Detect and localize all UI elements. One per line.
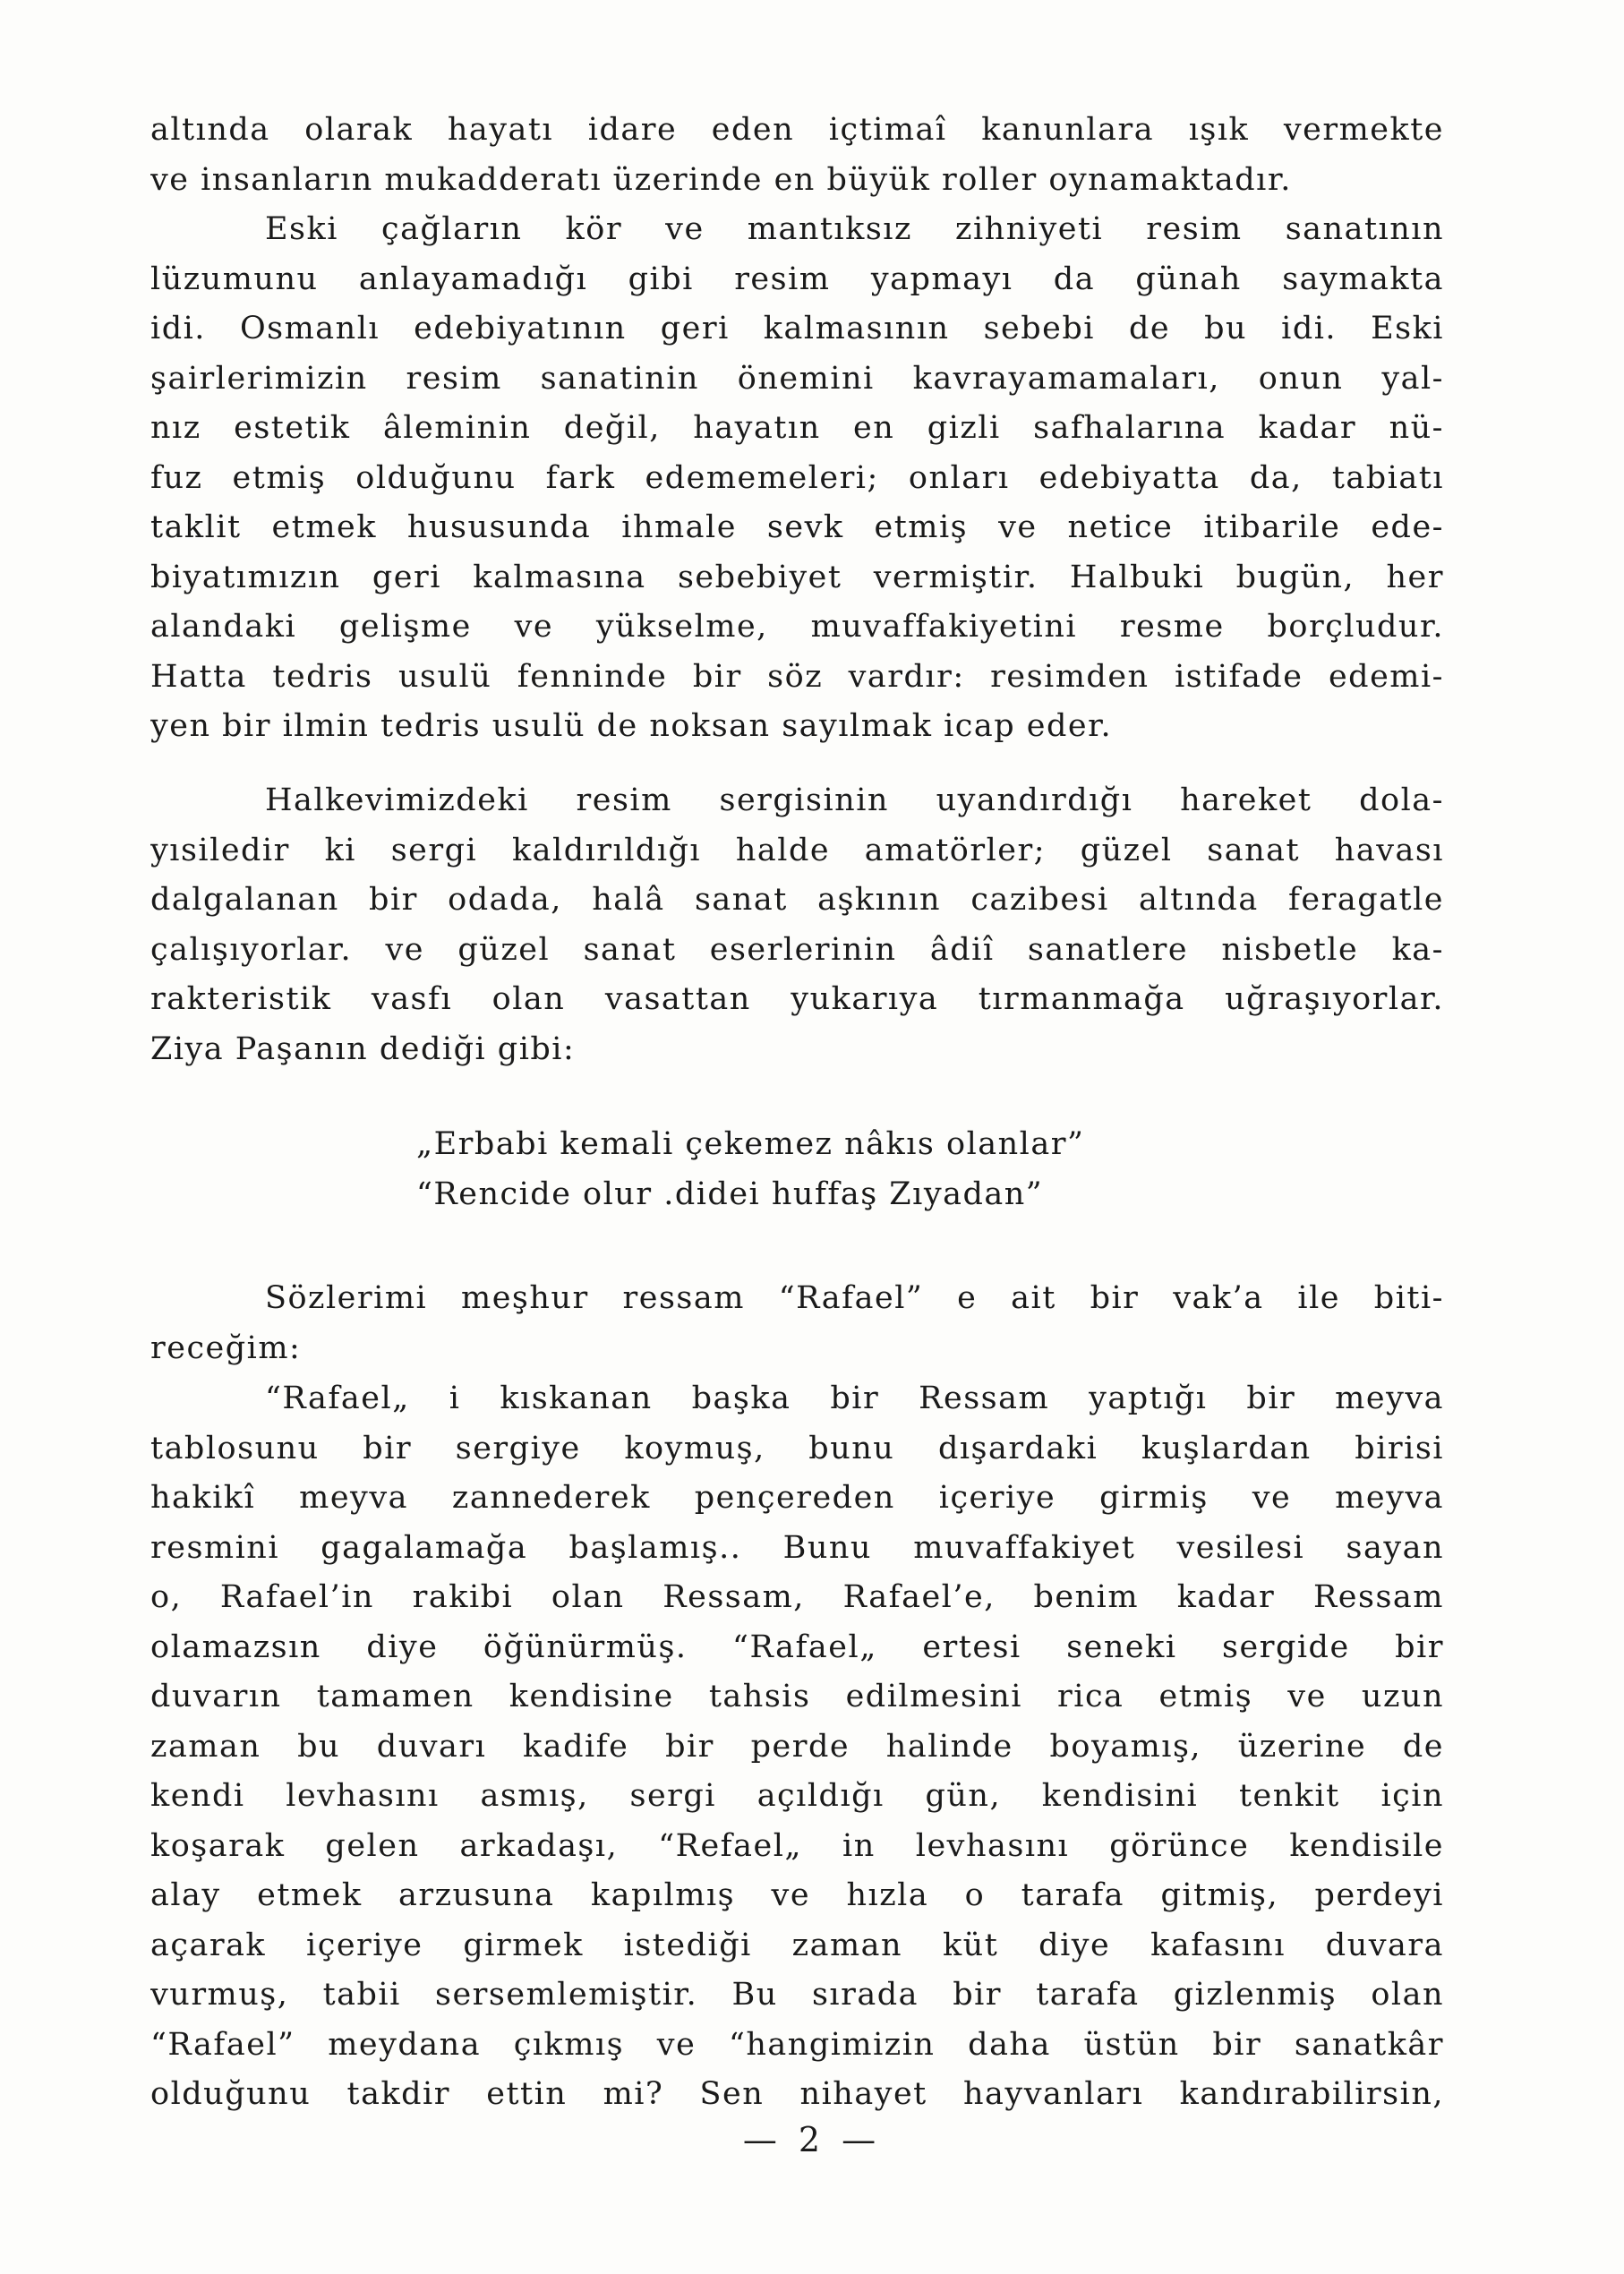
text-line: vurmuş, tabii sersemlemiştir. Bu sırada bir tarafa gizlenmiş olan	[150, 1977, 1444, 2013]
paragraph-3	[150, 776, 1444, 1074]
text-line: açarak içeriye girmek istediği zaman küt diye kafasını duvara	[150, 1927, 1444, 1963]
text-line: Eski çağların kör ve mantıksız zihniyeti resim sanatının	[265, 211, 1444, 247]
text-line: “Rafael” meydana çıkmış ve “hangimizin daha üstün bir sanatkâr	[150, 2026, 1444, 2063]
text-line: lüzumunu anlayamadığı gibi resim yapmayı da günah saymakta	[150, 261, 1444, 297]
text-line: tablosunu bir sergiye koymuş, bunu dışardaki kuşlardan birisi	[150, 1430, 1444, 1466]
text-line: olamazsın diye öğünürmüş. “Rafael„ ertesi seneki sergide bir	[150, 1629, 1444, 1665]
page-number: — 2 —	[742, 2120, 882, 2159]
poem-quote	[416, 1120, 1084, 1219]
text-line: alay etmek arzusuna kapılmış ve hızla o tarafa gitmiş, perdeyi	[150, 1877, 1444, 1913]
text-line: Sözlerimi meşhur ressam “Rafael” e ait bir vak’a ile biti-	[265, 1280, 1444, 1316]
quote-line: „Erbabi kemali çekemez nâkıs olanlar”	[416, 1126, 1085, 1162]
text-line: “Rafael„ i kıskanan başka bir Ressam yaptığı bir meyva	[265, 1381, 1444, 1416]
text-line: duvarın tamamen kendisine tahsis edilmesini rica etmiş ve uzun	[150, 1679, 1444, 1714]
text-line: şairlerimizin resim sanatinin önemini kavrayamamaları, onun yal-	[150, 360, 1444, 397]
text-line: yısiledir ki sergi kaldırıldığı halde amatörler; güzel sanat havası	[150, 832, 1444, 868]
text-line: zaman bu duvarı kadife bir perde halinde boyamış, üzerine de	[150, 1728, 1444, 1765]
text-line: hakikî meyva zannederek pençereden içeriye girmiş ve meyva	[150, 1480, 1444, 1516]
text-line: kendi levhasını asmış, sergi açıldığı gün, kendisini tenkit için	[150, 1778, 1444, 1814]
text-line: ve insanların mukadderatı üzerinde en büyük roller oynamaktadır.	[150, 161, 1292, 198]
text-line: rakteristik vasfı olan vasattan yukarıya tırmanmağa uğraşıyorlar.	[150, 981, 1444, 1017]
text-line: resmini gagalamağa başlamış.. Bunu muvaffakiyet vesilesi sayan	[150, 1529, 1444, 1566]
text-line: Halkevimizdeki resim sergisinin uyandırdığı hareket dola-	[265, 782, 1444, 818]
paragraph-5	[150, 1374, 1444, 2120]
text-line: alandaki gelişme ve yükselme, muvaffakiyetini resme borçludur.	[150, 609, 1444, 645]
text-line: biyatımızın geri kalmasına sebebiyet vermiştir. Halbuki bugün, her	[150, 559, 1444, 595]
paragraph-2	[150, 205, 1444, 752]
text-line: Hatta tedris usulü fenninde bir söz vardır: resimden istifade edemi-	[150, 658, 1444, 695]
text-line: yen bir ilmin tedris usulü de noksan sayılmak icap eder.	[150, 708, 1113, 744]
quote-line: “Rencide olur .didei huffaş Zıyadan”	[416, 1175, 1044, 1212]
text-line: dalgalanan bir odada, halâ sanat aşkının cazibesi altında feragatle	[150, 882, 1444, 918]
text-line: altında olarak hayatı idare eden içtimaî kanunlara ışık vermekte	[150, 112, 1444, 148]
text-line: taklit etmek hususunda ihmale sevk etmiş ve netice itibarile ede-	[150, 509, 1444, 545]
paragraph-1	[150, 106, 1444, 205]
text-line: Ziya Paşanın dediği gibi:	[150, 1030, 576, 1067]
text-line: koşarak gelen arkadaşı, “Refael„ in levhasını görünce kendisile	[150, 1827, 1444, 1864]
paragraph-4	[150, 1274, 1444, 1373]
text-line: o, Rafael’in rakibi olan Ressam, Rafael’e, benim kadar Ressam	[150, 1579, 1444, 1615]
text-line: fuz etmiş olduğunu fark edememeleri; onları edebiyatta da, tabiatı	[150, 459, 1444, 496]
text-line: çalışıyorlar. ve güzel sanat eserlerinin âdiî sanatlere nisbetle ka-	[150, 931, 1444, 968]
text-line: idi. Osmanlı edebiyatının geri kalmasının sebebi de bu idi. Eski	[150, 311, 1444, 346]
text-line: olduğunu takdir ettin mi? Sen nihayet hayvanları kandırabilirsin,	[150, 2076, 1444, 2112]
text-line: receğim:	[150, 1329, 302, 1366]
text-line: nız estetik âleminin değil, hayatın en gizli safhalarına kadar nü-	[150, 410, 1444, 446]
